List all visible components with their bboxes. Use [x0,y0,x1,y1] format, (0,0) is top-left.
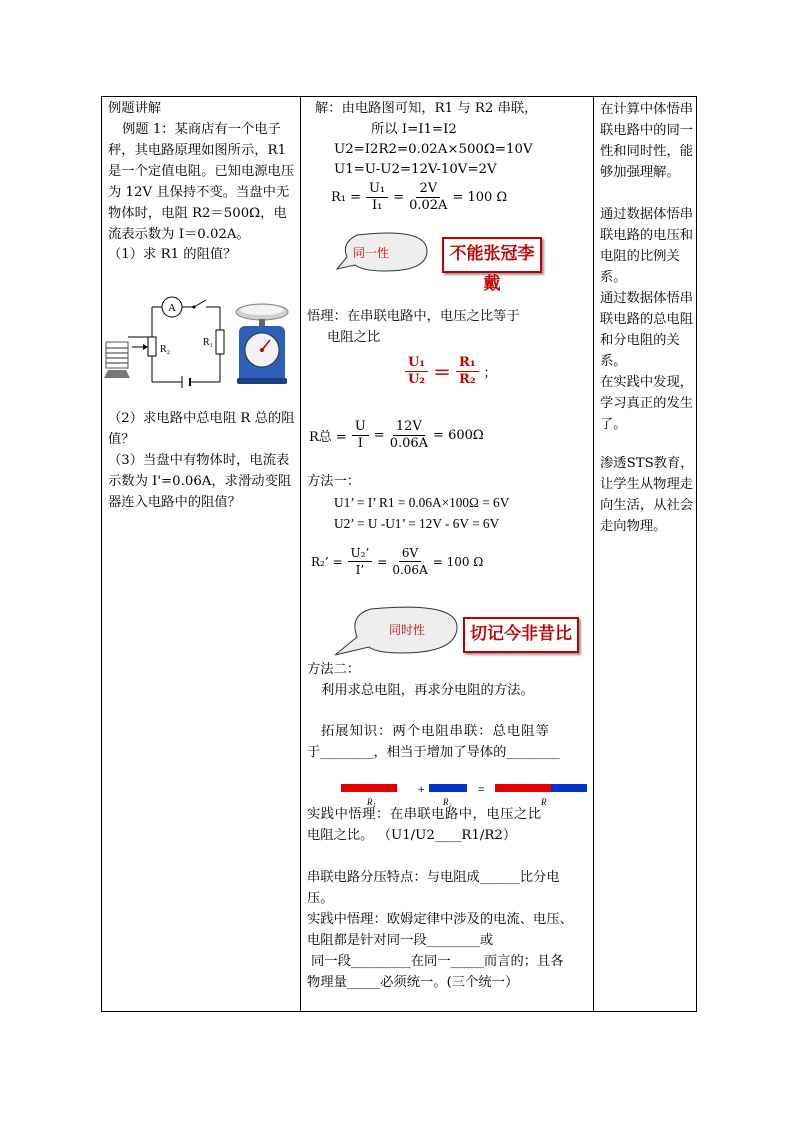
insight-ratio-line-1: 悟理：在串联电路中，电压之比等于 [307,309,520,324]
resistor-icon [216,330,224,354]
ohm-law-line-3: 同一段_________在同一_____而言的；且各 [311,954,564,969]
ohm-law-line-1: 实践中悟理：欧姆定律中涉及的电流、电压、 [307,912,573,927]
solution-column [301,97,594,1011]
svg-text:=: = [478,784,485,796]
r2-formula: R₂’ = $\frac{\text{U₂’}}{I’}$ = $\frac{6V}{0.06A}$ = 100 Ω [311,546,484,577]
switch-icon [194,300,206,307]
svg-text:R₁: R₁ [367,797,376,807]
bubble-2-text: 同时性 [389,623,426,637]
r-bar-blue [551,784,587,792]
ohm-law-line-4: 物理量_____必须统一。(三个统一） [307,975,519,990]
bubble-1-text: 同一性 [353,246,390,260]
note-consistency: 在计算中体悟串联电路中的同一性和同时性，能够加强理解。 [600,102,694,180]
insight-ratio-line-2: 电阻之比 [327,330,381,345]
lesson-table [101,96,697,1012]
note-ratio: 通过数据体悟串联电路的电压和电阻的比例关系。 [600,207,694,285]
extension-line-1: 拓展知识：两个电阻串联：总电阻等 [321,724,550,739]
u2-calculation: U2=I2R2=0.02A×500Ω=10V [334,142,533,157]
extension-line-2: 于________，相当于增加了导体的________ [307,745,560,760]
design-notes-column [594,97,696,1011]
rheostat-icon [148,337,156,356]
divider-feature-line-2: 压。 [307,891,334,906]
svg-text:R₂: R₂ [443,797,452,807]
question-3: （3）当盘中有物体时，电流表示数为 I'=0.06A，求滑动变阻器连入电路中的阻值？ [108,453,292,510]
question-1: （1）求 R1 的阻值？ [108,247,237,262]
svg-text:R₂: R₂ [160,344,171,355]
current-equality: 所以 I=I1=I2 [371,122,457,137]
method-1-title: 方法一： [307,474,361,489]
svg-text:R: R [541,797,547,807]
circuit-figure [102,292,301,392]
r-bar-red [495,784,551,792]
method-1-line-2: U2’ = U -U1’ = 12V - 6V = 6V [334,516,500,531]
stamp-remember-change: 切记今非昔比 [463,617,579,653]
svg-text:A: A [168,302,176,314]
practice-line-1: 实践中悟理：在串联电路中，电压之比 [307,807,542,822]
method-2-title: 方法二： [307,662,361,677]
r2-bar [429,784,467,792]
note-practice: 在实践中发现，学习真正的发生了。 [600,375,694,432]
solution-intro: 解：由电路图可知，R1 与 R2 串联， [315,101,538,116]
scale-icon [236,304,288,384]
example-column [102,97,301,1011]
method-1-line-1: U1’ = I’ R1 = 0.06A×100Ω = 6V [334,495,510,510]
coil-icon [104,342,130,378]
example-heading: 例题讲解 [108,101,162,116]
svg-text:R₁: R₁ [203,337,214,348]
practice-line-2: 电阻之比。 （U1/U2____R1/R2） [307,828,517,843]
total-resistance-formula: R总 = $\frac{U}{I}$ = $\frac{12V}{0.06A}$ = 600Ω [309,419,484,451]
question-2: （2）求电路中总电阻 R 总的阻值？ [108,411,295,447]
ohm-law-line-2: 电阻都是针对同一段________或 [307,933,494,948]
divider-feature-line-1: 串联电路分压特点：与电阻成______比分电 [307,870,560,885]
r1-formula: R₁ = $\frac{\text{U₁}}{\text{I₁}}$ = $\frac{2V}{0.02A}$ = 100 Ω [331,181,508,213]
ratio-formula: $\frac{\text{U₁}}{\text{U₂}}$ ＝ $\frac{\text{R₁}}{\text{R₂}}$ ； [405,355,497,388]
problem-text: 例题 1：某商店有一个电子秤，其电路原理如图所示，R1 是一个定值电阻。已知电源电压为 12V 且保持不变。当盘中无物体时，电阻 R2＝500Ω，电流表示数为 I＝0.02A。 [108,122,295,242]
note-total-resistance: 通过数据体悟串联电路的总电阻和分电阻的关系。 [600,291,694,369]
method-2-text: 利用求总电阻，再求分电阻的方法。 [321,683,534,698]
r1-bar [341,784,397,792]
svg-text:+: + [418,784,425,796]
note-sts: 渗透STS教育，让学生从物理走向生活，从社会走向物理。 [600,456,694,534]
stamp-no-confusion: 不能张冠李戴 [442,237,542,273]
u1-calculation: U1=U-U2=12V-10V=2V [334,162,497,177]
